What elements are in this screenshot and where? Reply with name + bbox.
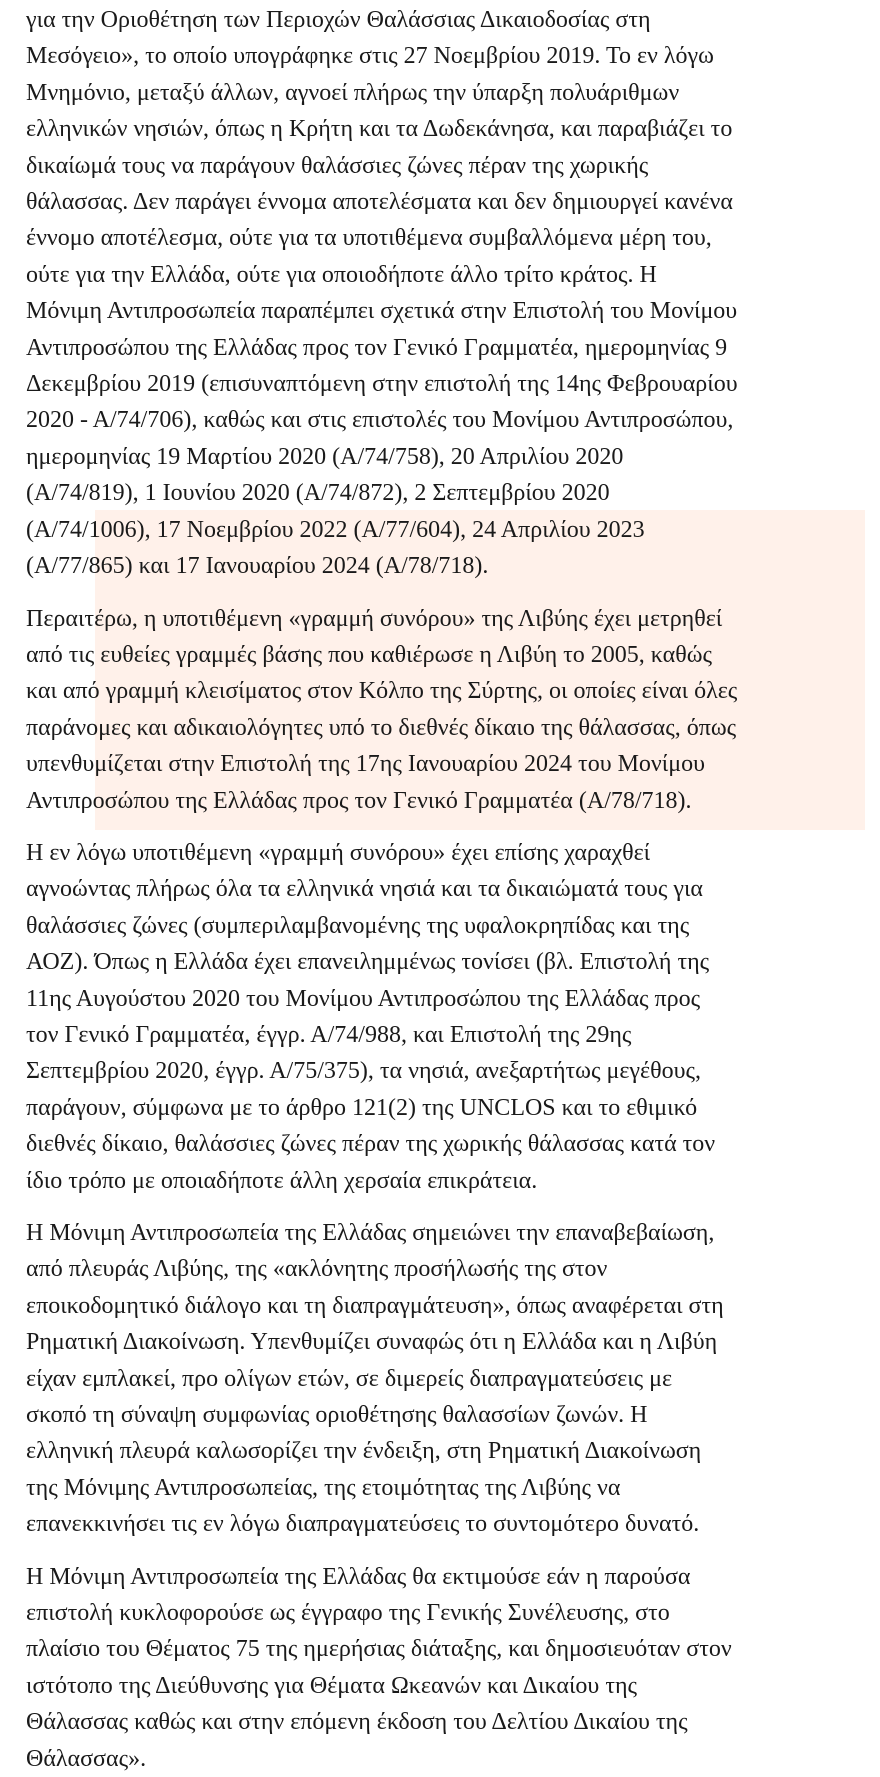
text-line: 2020 - Α/74/706), καθώς και στις επιστολές του Μονίμου Αντιπροσώπου,: [26, 407, 734, 434]
text-line: Η Μόνιμη Αντιπροσωπεία της Ελλάδας σημειώνει την επαναβεβαίωση,: [26, 1220, 715, 1246]
text-line: δικαίωμά τους να παράγουν θαλάσσιες ζώνες πέραν της χωρικής: [26, 152, 649, 179]
text-line: για την Οριοθέτηση των Περιοχών Θαλάσσιας Δικαιοδοσίας στη: [26, 7, 651, 33]
document-paragraph: [26, 601, 860, 819]
text-line: από πλευράς Λιβύης, της «ακλόνητης προσήλωσής της στον: [26, 1256, 608, 1283]
text-line: διεθνές δίκαιο, θαλάσσιες ζώνες πέραν της χωρικής θάλασσας κατά τον: [26, 1131, 716, 1158]
text-line: (Α/74/1006), 17 Νοεμβρίου 2022 (Α/77/604), 24 Απριλίου 2023: [26, 516, 645, 543]
text-line: παράνομες και αδικαιολόγητες υπό το διεθνές δίκαιο της θάλασσας, όπως: [26, 714, 737, 741]
text-line: Ρηματική Διακοίνωση. Υπενθυμίζει συναφώς ότι η Ελλάδα και η Λιβύη: [26, 1329, 718, 1356]
text-line: ούτε για την Ελλάδα, ούτε για οποιοδήποτε άλλο τρίτο κράτος. Η: [26, 261, 657, 288]
text-line: πλαίσιο του Θέματος 75 της ημερήσιας διάταξης, και δημοσιευόταν στον: [26, 1636, 732, 1663]
text-line: Η εν λόγω υποτιθέμενη «γραμμή συνόρου» έχει επίσης χαραχθεί: [26, 839, 651, 866]
text-line: τον Γενικό Γραμματέα, έγγρ. Α/74/988, και Επιστολή της 29ης: [26, 1021, 632, 1048]
text-line: ελληνική πλευρά καλωσορίζει την ένδειξη, στη Ρηματική Διακοίνωση: [26, 1438, 702, 1465]
text-line: επιστολή κυκλοφορούσε ως έγγραφο της Γενικής Συνέλευσης, στο: [26, 1600, 670, 1627]
text-line: Μνημόνιο, μεταξύ άλλων, αγνοεί πλήρως την ύπαρξη πολυάριθμων: [26, 79, 680, 106]
text-line: 11ης Αυγούστου 2020 του Μονίμου Αντιπροσώπου της Ελλάδας προς: [26, 985, 701, 1012]
text-line: θαλάσσιες ζώνες (συμπεριλαμβανομένης της υφαλοκρηπίδας και της: [26, 912, 690, 939]
text-line: ίδιο τρόπο με οποιαδήποτε άλλη χερσαία επικράτεια.: [26, 1167, 538, 1194]
text-line: (Α/74/819), 1 Ιουνίου 2020 (Α/74/872), 2 Σεπτεμβρίου 2020: [26, 480, 610, 507]
text-line: και από γραμμή κλεισίματος στον Κόλπο της Σύρτης, οι οποίες είναι όλες: [26, 678, 738, 705]
text-line: επανεκκινήσει τις εν λόγω διαπραγματεύσεις το συντομότερο δυνατό.: [26, 1511, 700, 1538]
text-line: Μόνιμη Αντιπροσωπεία παραπέμπει σχετικά στην Επιστολή του Μονίμου: [26, 298, 738, 325]
text-line: Η Μόνιμη Αντιπροσωπεία της Ελλάδας θα εκτιμούσε εάν η παρούσα: [26, 1563, 691, 1590]
text-line: ΑΟΖ). Όπως η Ελλάδα έχει επανειλημμένως τονίσει (βλ. Επιστολή της: [26, 949, 710, 976]
text-line: Θάλασσας».: [26, 1745, 147, 1772]
text-line: Σεπτεμβρίου 2020, έγγρ. Α/75/375), τα νησιά, ανεξαρτήτως μεγέθους,: [26, 1058, 701, 1085]
text-line: ιστότοπο της Διεύθυνσης για Θέματα Ωκεανών και Δικαίου της: [26, 1672, 638, 1699]
text-line: ημερομηνίας 19 Μαρτίου 2020 (Α/74/758), 20 Απριλίου 2020: [26, 443, 624, 470]
text-line: αγνοώντας πλήρως όλα τα ελληνικά νησιά και τα δικαιώματά τους για: [26, 876, 703, 903]
text-line: εποικοδομητικό διάλογο και τη διαπραγμάτευση», όπως αναφέρεται στη: [26, 1292, 724, 1319]
document-paragraph: [26, 2, 860, 585]
text-line: υπενθυμίζεται στην Επιστολή της 17ης Ιανουαρίου 2024 του Μονίμου: [26, 751, 705, 778]
document-paragraph: [26, 1215, 860, 1543]
text-line: της Μόνιμης Αντιπροσωπείας, της ετοιμότητας της Λιβύης να: [26, 1474, 621, 1501]
text-line: παράγουν, σύμφωνα με το άρθρο 121(2) της UNCLOS και το εθιμικό: [26, 1094, 698, 1121]
text-line: έννομο αποτέλεσμα, ούτε για τα υποτιθέμενα συμβαλλόμενα μέρη του,: [26, 225, 712, 252]
text-line: (Α/77/865) και 17 Ιανουαρίου 2024 (Α/78/718).: [26, 553, 489, 580]
text-line: Θάλασσας καθώς και στην επόμενη έκδοση του Δελτίου Δικαίου της: [26, 1709, 688, 1736]
text-line: Αντιπροσώπου της Ελλάδας προς τον Γενικό Γραμματέα (Α/78/718).: [26, 787, 692, 814]
document-paragraph: [26, 1559, 860, 1777]
text-line: Μεσόγειο», το οποίο υπογράφηκε στις 27 Νοεμβρίου 2019. Το εν λόγω: [26, 43, 714, 70]
text-line: Περαιτέρω, η υποτιθέμενη «γραμμή συνόρου» της Λιβύης έχει μετρηθεί: [26, 605, 723, 632]
text-line: ελληνικών νησιών, όπως η Κρήτη και τα Δωδεκάνησα, και παραβιάζει το: [26, 116, 733, 143]
text-line: θάλασσας. Δεν παράγει έννομα αποτελέσματα και δεν δημιουργεί κανένα: [26, 189, 733, 216]
text-line: Αντιπροσώπου της Ελλάδας προς τον Γενικό Γραμματέα, ημερομηνίας 9: [26, 334, 728, 361]
text-line: είχαν εμπλακεί, προ ολίγων ετών, σε διμερείς διαπραγματεύσεις με: [26, 1365, 673, 1392]
text-line: σκοπό τη σύναψη συμφωνίας οριοθέτησης θαλασσίων ζωνών. Η: [26, 1402, 648, 1429]
document-paragraph: [26, 835, 860, 1199]
text-line: Δεκεμβρίου 2019 (επισυναπτόμενη στην επιστολή της 14ης Φεβρουαρίου: [26, 371, 738, 398]
text-line: από τις ευθείες γραμμές βάσης που καθιέρωσε η Λιβύη το 2005, καθώς: [26, 641, 713, 668]
